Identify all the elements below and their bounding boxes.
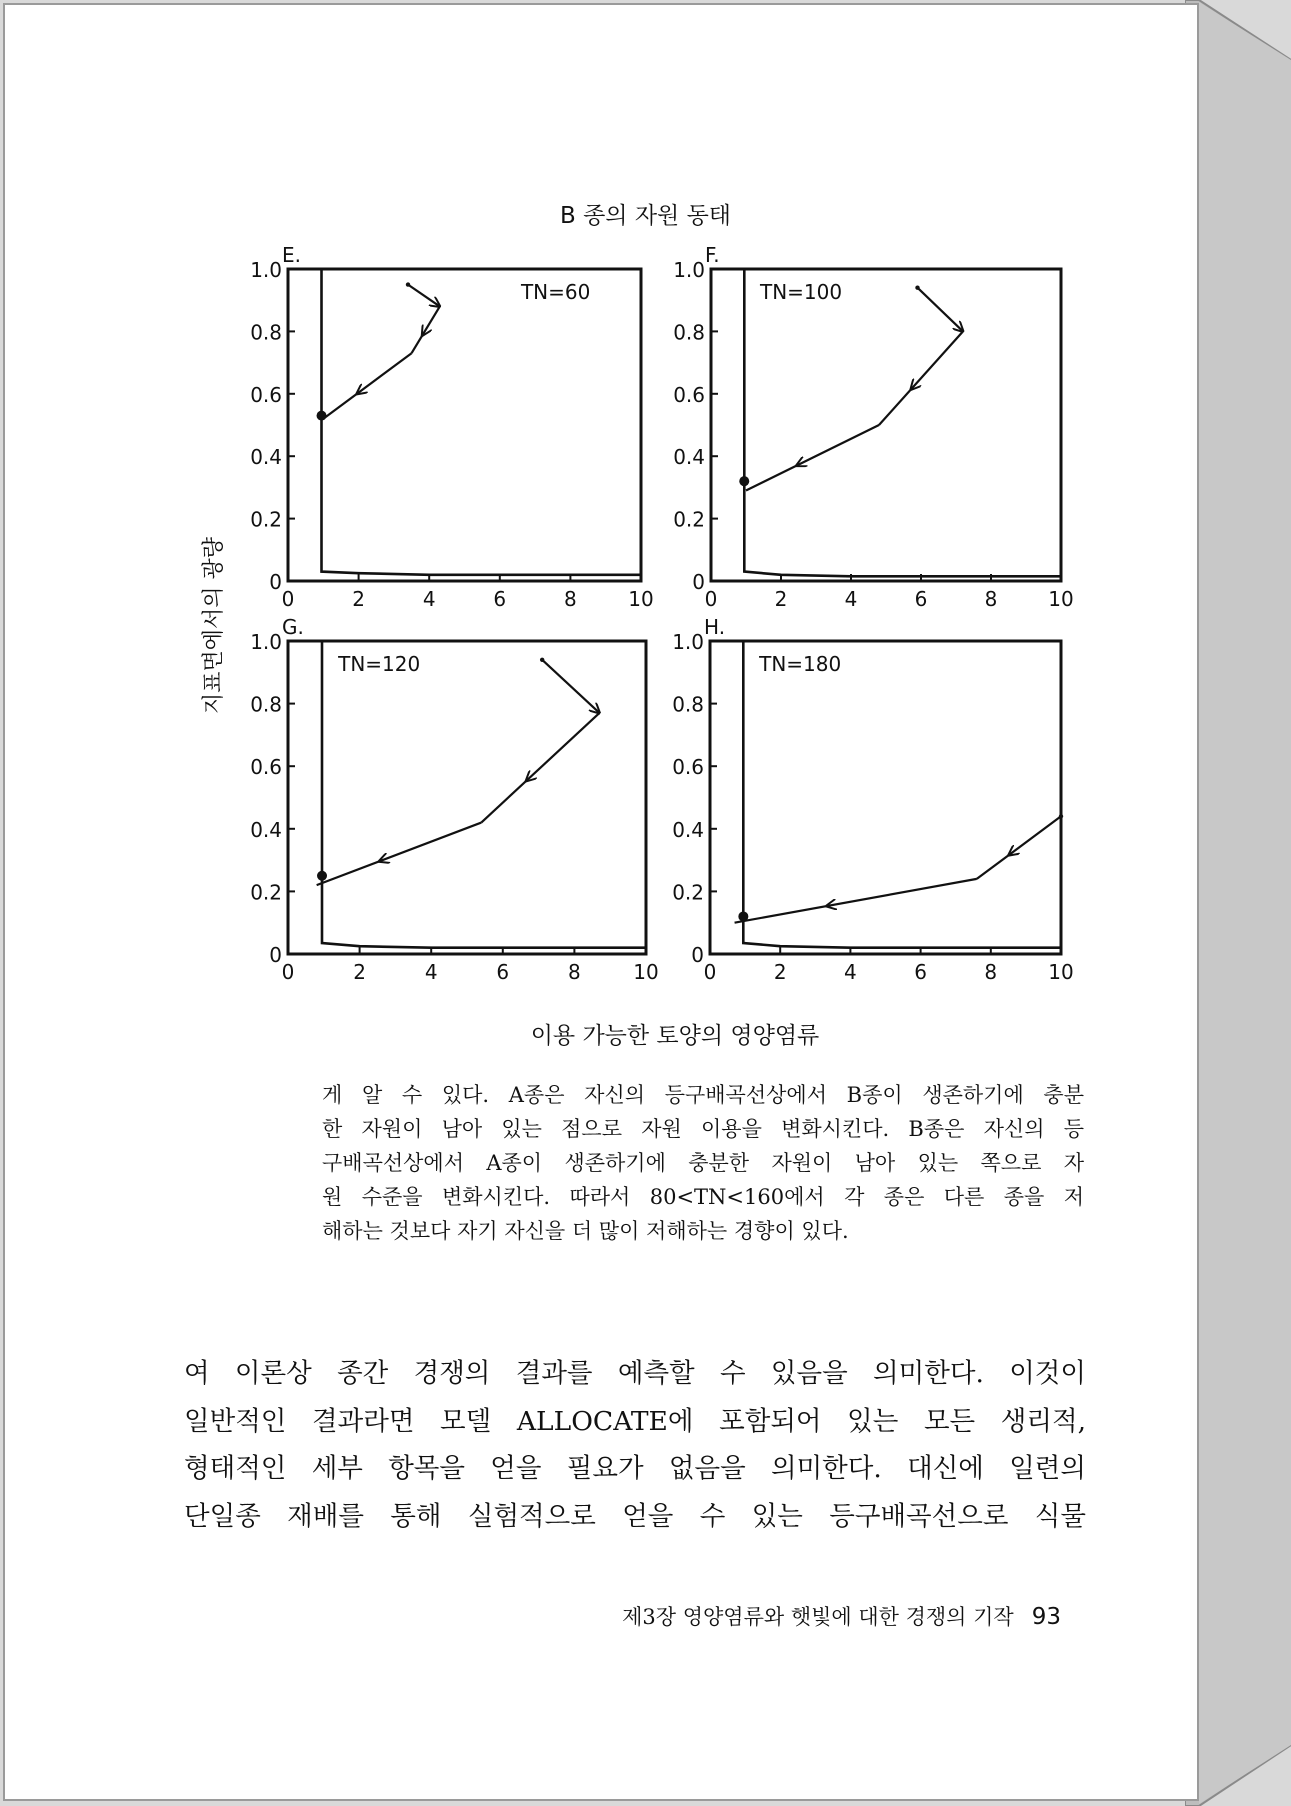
trajectory-segment [879,331,963,425]
body-line: 일반적인 결과라면 모델 ALLOCATE에 포함되어 있는 모든 생리적, [184,1405,1086,1437]
x-tick-label: 0 [703,960,717,984]
x-tick-label: 0 [281,587,295,611]
caption-line: 게 알 수 있다. A종은 자신의 등구배곡선상에서 B종이 생존하기에 충분 [322,1083,1084,1107]
y-tick-label: 0.4 [673,445,705,470]
trajectory-segment [317,823,482,886]
trajectory-segment [918,288,964,332]
panel-label: G. [282,615,304,639]
y-tick-label: 0.6 [250,382,282,407]
x-tick-label: 10 [1048,587,1074,611]
x-tick-label: 4 [424,960,438,984]
trajectory-segment [542,660,599,713]
y-tick-label: 0 [691,943,704,967]
y-tick-label: 0.6 [673,382,705,407]
panel-label: E. [282,243,301,267]
caption-line: 원 수준을 변화시킨다. 따라서 80<TN<160에서 각 종은 다른 종을 저 [322,1185,1084,1209]
plot-frame [711,269,1061,581]
figure-title: B 종의 자원 동태 [559,203,732,229]
trajectory-segment [412,306,440,353]
tn-annotation: TN=120 [338,652,421,676]
isocline-line [322,269,642,575]
x-tick-label: 0 [704,587,718,611]
x-tick-label: 6 [493,587,507,611]
x-tick-label: 6 [496,960,510,984]
equilibrium-point [317,871,327,881]
y-tick-label: 0.4 [672,817,704,842]
tn-annotation: TN=60 [520,280,591,304]
y-tick-label: 0.8 [250,692,282,717]
x-tick-label: 2 [352,587,365,611]
caption-line: 구배곡선상에서 A종이 생존하기에 충분한 자원이 남아 있는 쪽으로 자 [322,1151,1084,1175]
y-tick-label: 1.0 [250,630,282,654]
y-tick-label: 0.4 [250,817,282,842]
equilibrium-point [739,476,749,486]
y-tick-label: 0.8 [250,320,282,345]
page-footer [622,1601,1061,1631]
caption-line: 해하는 것보다 자기 자신을 더 많이 저해하는 경향이 있다. [322,1219,849,1243]
y-tick-label: 0.8 [673,320,705,345]
trajectory-segment [408,285,440,307]
y-tick-label: 0.2 [250,880,282,905]
y-tick-label: 0 [269,570,282,594]
trajectory-start [915,286,919,290]
y-tick-label: 0.6 [672,755,704,780]
chart-panel-2 [673,243,1074,611]
x-tick-label: 4 [844,587,858,611]
chart-panel-1 [250,243,654,611]
plot-frame [288,269,641,581]
body-text [184,1350,1086,1540]
y-tick-label: 1.0 [673,258,705,282]
x-tick-label: 10 [628,587,654,611]
figure-caption [322,1078,1084,1248]
y-tick-label: 0 [692,570,705,594]
x-tick-label: 0 [281,960,295,984]
y-tick-label: 0.2 [672,880,704,905]
trajectory-start [540,658,544,662]
y-tick-label: 0.2 [673,507,705,532]
running-title: 제3장 영양염류와 햇빛에 대한 경쟁의 기작 [622,1605,1014,1629]
x-tick-label: 6 [914,587,928,611]
y-tick-label: 0 [269,943,282,967]
x-tick-label: 6 [914,960,927,984]
trajectory-start [1059,814,1063,818]
isocline-line [743,641,1061,948]
y-tick-label: 1.0 [672,630,704,654]
plot-frame [288,641,646,954]
y-tick-label: 0.8 [672,692,704,717]
page-number: 93 [1031,1604,1061,1630]
y-tick-label: 1.0 [250,258,282,282]
trajectory-start [406,282,410,286]
x-tick-label: 2 [774,587,788,611]
x-axis-label: 이용 가능한 토양의 영양염류 [530,1023,820,1049]
x-tick-label: 8 [564,587,577,611]
x-tick-label: 8 [984,587,998,611]
panel-label: F. [705,243,720,267]
plot-frame [710,641,1061,954]
body-line: 단일종 재배를 통해 실험적으로 얻을 수 있는 등구배곡선으로 식물 [184,1500,1086,1532]
x-tick-label: 2 [353,960,366,984]
chart-panel-4 [672,615,1074,984]
x-tick-label: 2 [773,960,787,984]
caption-line: 한 자원이 남아 있는 점으로 자원 이용을 변화시킨다. B종은 자신의 등 [322,1117,1084,1141]
equilibrium-point [317,411,327,421]
x-tick-label: 10 [1048,960,1074,984]
x-tick-label: 8 [568,960,581,984]
chart-panel-3 [250,615,659,984]
x-tick-label: 4 [422,587,436,611]
isocline-line [322,641,646,948]
x-tick-label: 10 [633,960,659,984]
x-tick-label: 4 [844,960,857,984]
body-line: 형태적인 세부 항목을 얻을 필요가 없음을 의미한다. 대신에 일련의 [184,1453,1086,1484]
y-axis-label: 지표면에서의 광량 [201,537,227,715]
tn-annotation: TN=180 [759,652,842,676]
y-tick-label: 0.2 [250,507,282,532]
trajectory-segment [481,713,599,823]
trajectory-segment [977,816,1061,879]
body-line: 여 이론상 종간 경쟁의 결과를 예측할 수 있음을 의미한다. 이것이 [184,1358,1086,1389]
tn-annotation: TN=100 [760,280,843,304]
isocline-line [744,269,1061,576]
trajectory-segment [746,425,879,491]
x-tick-label: 8 [984,960,998,984]
trajectory-segment [323,353,411,419]
panel-label: H. [704,615,726,639]
equilibrium-point [738,911,748,921]
y-tick-label: 0.4 [250,445,282,470]
trajectory-segment [735,879,977,923]
y-tick-label: 0.6 [250,755,282,780]
